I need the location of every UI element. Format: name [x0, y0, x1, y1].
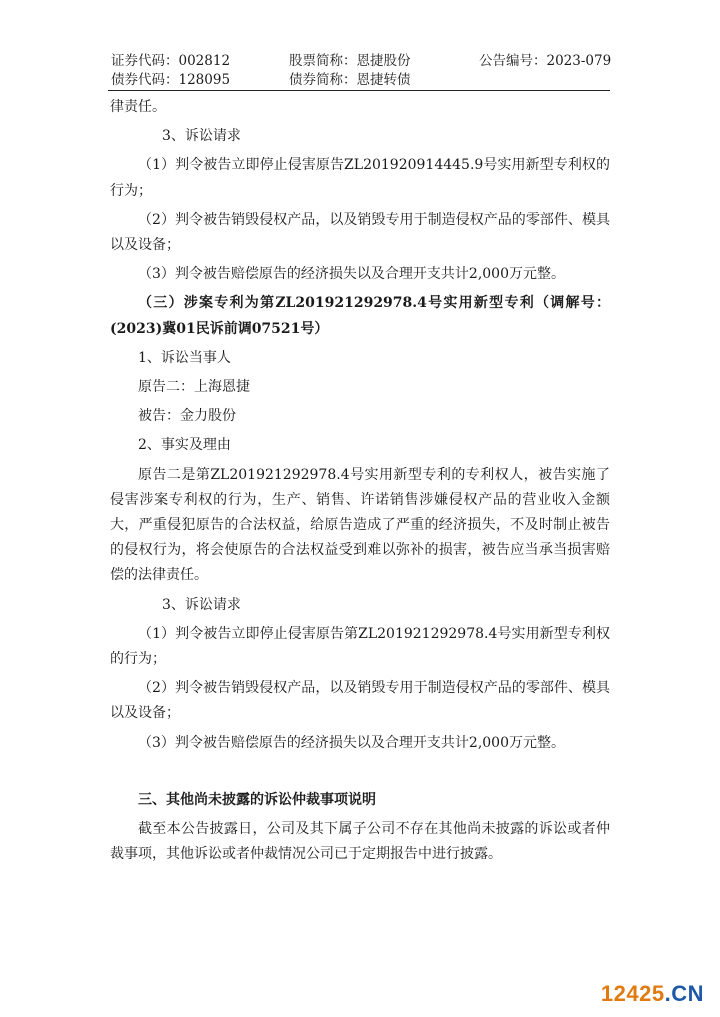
defendant-line: 被告：金力股份 [138, 408, 236, 425]
bond-code: 债券代码：128095 [111, 72, 231, 88]
claim-item-1: （1）判令被告立即停止侵害原告ZL201920914445.9号实用新型专利权的行为； [110, 157, 610, 199]
spacer [110, 756, 610, 788]
notice-number: 公告编号：2023-079 [479, 53, 612, 69]
facts-paragraph: 原告二是第ZL201921292978.4号实用新型专利的专利权人，被告实施了侵害涉案专利权的行为，生产、销售、许诺销售涉嫌侵权产品的营业收入金额大，严重侵犯原告的合法权益，给原告造成了严重的经济损失，不及时制止被告的侵权行为，将会使原告的合法权益受到难以弥补的损害，被告应当承当损害赔偿的法律责任。 [110, 466, 610, 584]
bond-name: 债券简称：恩捷转债 [289, 72, 411, 88]
section-heading-parties: 1、诉讼当事人 [138, 349, 231, 366]
case-heading-3: （三）涉案专利为第ZL201921292978.4号实用新型专利（调解号：(2023)冀01民诉前调07521号） [110, 295, 610, 337]
stock-code: 证券代码：002812 [111, 53, 231, 69]
section-heading-facts: 2、事实及理由 [138, 437, 231, 454]
page-header [111, 52, 611, 90]
site-watermark-logo [601, 981, 704, 1007]
claim-item-2b: （2）判令被告销毁侵权产品，以及销毁专用于制造侵权产品的零部件、模具以及设备； [110, 680, 610, 722]
watermark-suffix: .CN [664, 981, 704, 1006]
claim-item-1b: （1）判令被告立即停止侵害原告第ZL201921292978.4号实用新型专利权的行为； [110, 625, 610, 668]
watermark-number: 12425 [600, 981, 665, 1006]
document-body [110, 95, 610, 867]
other-matters-paragraph: 截至本公告披露日，公司及其下属子公司不存在其他尚未披露的诉讼或者仲裁事项，其他诉讼或者仲裁情况公司已于定期报告中进行披露。 [110, 821, 610, 863]
section-heading-claims: 3、诉讼请求 [162, 128, 241, 145]
paragraph-continuation: 律责任。 [110, 99, 166, 115]
header-divider [108, 90, 610, 91]
claim-item-3b: （3）判令被告赔偿原告的经济损失以及合理开支共计2,000万元整。 [138, 734, 565, 751]
section-heading-other: 三、其他尚未披露的诉讼仲裁事项说明 [138, 791, 376, 808]
stock-name: 股票简称：恩捷股份 [289, 53, 411, 69]
claim-item-2: （2）判令被告销毁侵权产品，以及销毁专用于制造侵权产品的零部件、模具以及设备； [110, 211, 610, 254]
claim-item-3: （3）判令被告赔偿原告的经济损失以及合理开支共计2,000万元整。 [138, 266, 565, 283]
plaintiff-line: 原告二：上海恩捷 [138, 379, 250, 396]
section-heading-claims-2: 3、诉讼请求 [162, 596, 241, 613]
